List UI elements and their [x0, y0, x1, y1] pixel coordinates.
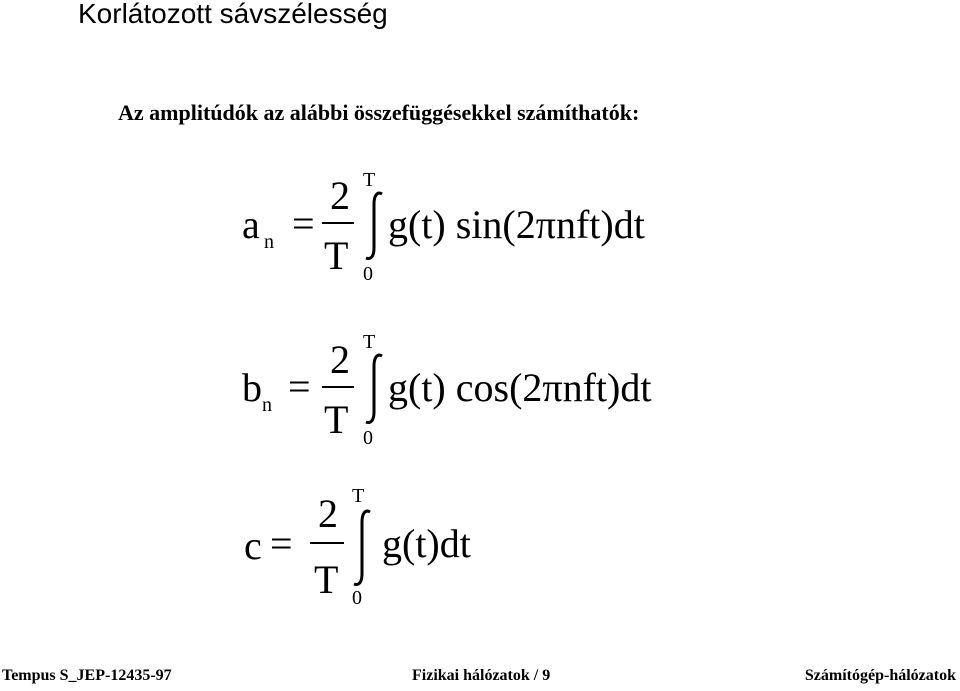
eq-b-integral-sign: [360, 352, 390, 426]
eq-a-denominator: T: [324, 233, 349, 278]
eq-b-equals: =: [288, 364, 311, 409]
eq-c-upper-limit: T: [352, 485, 365, 507]
eq-a-integral-sign: [360, 190, 390, 262]
eq-c-fraction-bar: [310, 542, 344, 544]
eq-b-subscript: n: [262, 394, 272, 416]
footer-center: Fizikai hálózatok / 9: [412, 667, 551, 684]
eq-a-integrand: g(t) sin(2πnft)dt: [388, 202, 645, 247]
eq-a-fraction-bar: [322, 222, 354, 224]
slide-title: Korlátozott sávszélesség: [78, 0, 388, 29]
eq-a-lower-limit: 0: [363, 263, 373, 285]
eq-b-upper-limit: T: [363, 331, 376, 353]
eq-c-integral-sign: [348, 508, 378, 588]
eq-a-numerator: 2: [330, 173, 350, 218]
eq-b-lower-limit: 0: [363, 427, 373, 449]
eq-b-lhs: b: [242, 365, 262, 410]
eq-c-equals: =: [270, 521, 293, 566]
eq-c-numerator: 2: [318, 491, 338, 536]
eq-b-integrand: g(t) cos(2πnft)dt: [388, 365, 652, 410]
eq-b-fraction-bar: [322, 386, 354, 388]
footer-right: Számítógép-hálózatok: [804, 667, 956, 684]
eq-a-equals: =: [292, 201, 315, 246]
eq-a-subscript: n: [264, 231, 274, 253]
eq-b-denominator: T: [324, 397, 349, 442]
eq-c-denominator: T: [314, 557, 339, 602]
eq-b-numerator: 2: [330, 337, 350, 382]
eq-c-integrand: g(t)dt: [382, 521, 471, 566]
eq-a-lhs: a: [242, 202, 260, 247]
slide-subtitle: Az amplitúdók az alábbi összefüggésekkel számíthatók:: [118, 100, 640, 125]
eq-a-upper-limit: T: [363, 169, 376, 191]
eq-c-lhs: c: [244, 523, 262, 568]
eq-c-lower-limit: 0: [352, 587, 362, 609]
footer-left: Tempus S_JEP-12435-97: [2, 667, 172, 684]
